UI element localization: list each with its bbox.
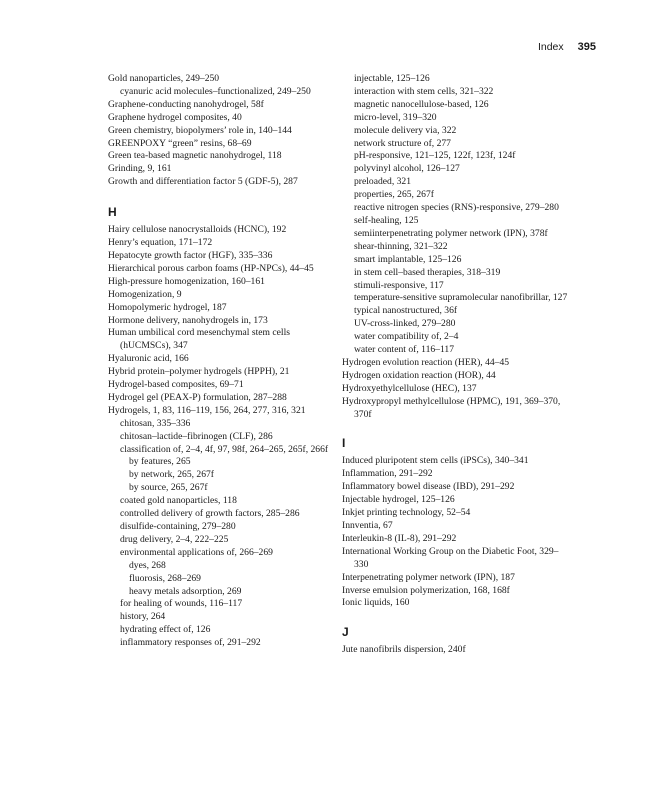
- index-column-left: [108, 73, 333, 650]
- index-subentry: controlled delivery of growth factors, 285–286: [120, 508, 300, 520]
- index-entry: Inflammation, 291–292: [342, 468, 433, 480]
- index-subentry: inflammatory responses of, 291–292: [120, 637, 261, 649]
- index-subentry: properties, 265, 267f: [354, 189, 434, 201]
- index-entry: Induced pluripotent stem cells (iPSCs), 340–341: [342, 455, 529, 467]
- index-subentry: micro-level, 319–320: [354, 111, 437, 123]
- index-entry: Green tea-based magnetic nanohydrogel, 118: [108, 150, 282, 162]
- page-number: 395: [577, 41, 596, 53]
- index-entry: Ionic liquids, 160: [342, 597, 410, 609]
- index-subentry: interaction with stem cells, 321–322: [354, 85, 494, 97]
- index-subentry: shear-thinning, 321–322: [354, 240, 448, 252]
- index-entry: Interpenetrating polymer network (IPN), 187: [342, 571, 515, 583]
- index-entry: Hyaluronic acid, 166: [108, 353, 189, 365]
- index-subentry: chitosan–lactide–fibrinogen (CLF), 286: [120, 430, 273, 442]
- index-entry: GREENPOXY “green” resins, 68–69: [108, 137, 252, 149]
- index-subentry: classification of, 2–4, 4f, 97, 98f, 264–265, 265f, 266f: [120, 443, 329, 455]
- section-heading: H: [108, 205, 117, 220]
- index-subentry: reactive nitrogen species (RNS)-responsive, 279–280: [354, 202, 559, 214]
- index-entry: High-pressure homogenization, 160–161: [108, 275, 265, 287]
- index-entry: Homopolymeric hydrogel, 187: [108, 301, 227, 313]
- header-label: Index: [537, 41, 564, 53]
- index-subentry: for healing of wounds, 116–117: [120, 598, 243, 610]
- index-entry: Interleukin-8 (IL-8), 291–292: [342, 532, 457, 544]
- index-entry: Hydroxypropyl methylcellulose (HPMC), 191, 369–370, 370f: [342, 395, 561, 420]
- index-entry: Growth and differentiation factor 5 (GDF-5), 287: [108, 176, 298, 188]
- index-entry: Graphene hydrogel composites, 40: [108, 111, 242, 123]
- index-entry: Green chemistry, biopolymers’ role in, 140–144: [108, 124, 292, 136]
- index-subentry: by source, 265, 267f: [129, 482, 208, 494]
- index-subentry: environmental applications of, 266–269: [120, 546, 273, 558]
- index-subentry: pH-responsive, 121–125, 122f, 123f, 124f: [354, 150, 516, 162]
- index-subentry: injectable, 125–126: [354, 73, 430, 84]
- index-subentry: self-healing, 125: [354, 214, 419, 226]
- index-subentry: stimuli-responsive, 117: [354, 279, 444, 291]
- index-subentry: by network, 265, 267f: [129, 469, 214, 481]
- index-subentry: UV-cross-linked, 279–280: [354, 318, 456, 330]
- index-entry: Hydrogel gel (PEAX-P) formulation, 287–288: [108, 391, 287, 403]
- index-entry: Hairy cellulose nanocrystalloids (HCNC), 192: [108, 224, 287, 236]
- index-entry: Jute nanofibrils dispersion, 240f: [342, 644, 466, 656]
- index-entry: Hybrid protein–polymer hydrogels (HPPH), 21: [108, 366, 290, 378]
- running-header: [538, 41, 596, 53]
- index-subentry: drug delivery, 2–4, 222–225: [120, 533, 229, 545]
- index-entry: Hepatocyte growth factor (HGF), 335–336: [108, 249, 273, 261]
- index-subentry: chitosan, 335–336: [120, 417, 191, 429]
- index-entry: Inverse emulsion polymerization, 168, 168f: [342, 584, 510, 596]
- index-entry: Hydroxyethylcellulose (HEC), 137: [342, 382, 477, 394]
- index-column-right: [342, 73, 572, 657]
- index-entry: Injectable hydrogel, 125–126: [342, 494, 455, 506]
- index-subentry: water content of, 116–117: [354, 344, 454, 356]
- index-entry: Henry’s equation, 171–172: [108, 237, 213, 249]
- index-subentry: water compatibility of, 2–4: [354, 331, 459, 343]
- index-entry: Human umbilical cord mesenchymal stem cells (hUCMSCs), 347: [108, 327, 290, 352]
- index-entry: Hydrogen oxidation reaction (HOR), 44: [342, 369, 496, 381]
- index-subentry: in stem cell–based therapies, 318–319: [354, 266, 501, 278]
- index-entry: Homogenization, 9: [108, 288, 182, 300]
- index-entry: Innventia, 67: [342, 520, 393, 531]
- index-entry: Inkjet printing technology, 52–54: [342, 507, 471, 519]
- index-subentry: by features, 265: [129, 456, 191, 468]
- index-entry: Hierarchical porous carbon foams (HP-NPCs), 44–45: [108, 262, 314, 274]
- index-subentry: heavy metals adsorption, 269: [129, 585, 242, 597]
- section-heading: J: [342, 625, 349, 640]
- index-subentry: preloaded, 321: [354, 176, 412, 188]
- index-entry: Graphene-conducting nanohydrogel, 58f: [108, 98, 264, 110]
- index-subentry: history, 264: [120, 611, 166, 623]
- index-subentry: smart implantable, 125–126: [354, 253, 462, 265]
- index-entry: Grinding, 9, 161: [108, 163, 172, 175]
- index-entry: Inflammatory bowel disease (IBD), 291–292: [342, 481, 515, 493]
- index-subentry: coated gold nanoparticles, 118: [120, 495, 237, 507]
- index-entry: International Working Group on the Diabetic Foot, 329–330: [342, 545, 559, 570]
- index-subentry: dyes, 268: [129, 559, 166, 571]
- index-entry: Gold nanoparticles, 249–250: [108, 73, 220, 84]
- index-subentry: magnetic nanocellulose-based, 126: [354, 98, 489, 110]
- index-subentry: semiinterpenetrating polymer network (IPN), 378f: [354, 227, 548, 239]
- index-entry: Hydrogel-based composites, 69–71: [108, 379, 244, 391]
- index-subentry: hydrating effect of, 126: [120, 624, 211, 636]
- index-entry: Hormone delivery, nanohydrogels in, 173: [108, 314, 268, 326]
- index-entry: Hydrogels, 1, 83, 116–119, 156, 264, 277, 316, 321: [108, 404, 306, 416]
- index-subentry: cyanuric acid molecules–functionalized, 249–250: [120, 85, 311, 97]
- index-subentry: network structure of, 277: [354, 137, 451, 149]
- index-subentry: fluorosis, 268–269: [129, 572, 201, 584]
- index-subentry: temperature-sensitive supramolecular nanofibrillar, 127: [354, 292, 568, 304]
- index-subentry: disulfide-containing, 279–280: [120, 521, 236, 532]
- index-entry: Hydrogen evolution reaction (HER), 44–45: [342, 356, 510, 368]
- index-subentry: polyvinyl alcohol, 126–127: [354, 163, 460, 175]
- index-subentry: molecule delivery via, 322: [354, 124, 457, 136]
- section-heading: I: [342, 436, 346, 451]
- index-subentry: typical nanostructured, 36f: [354, 305, 458, 317]
